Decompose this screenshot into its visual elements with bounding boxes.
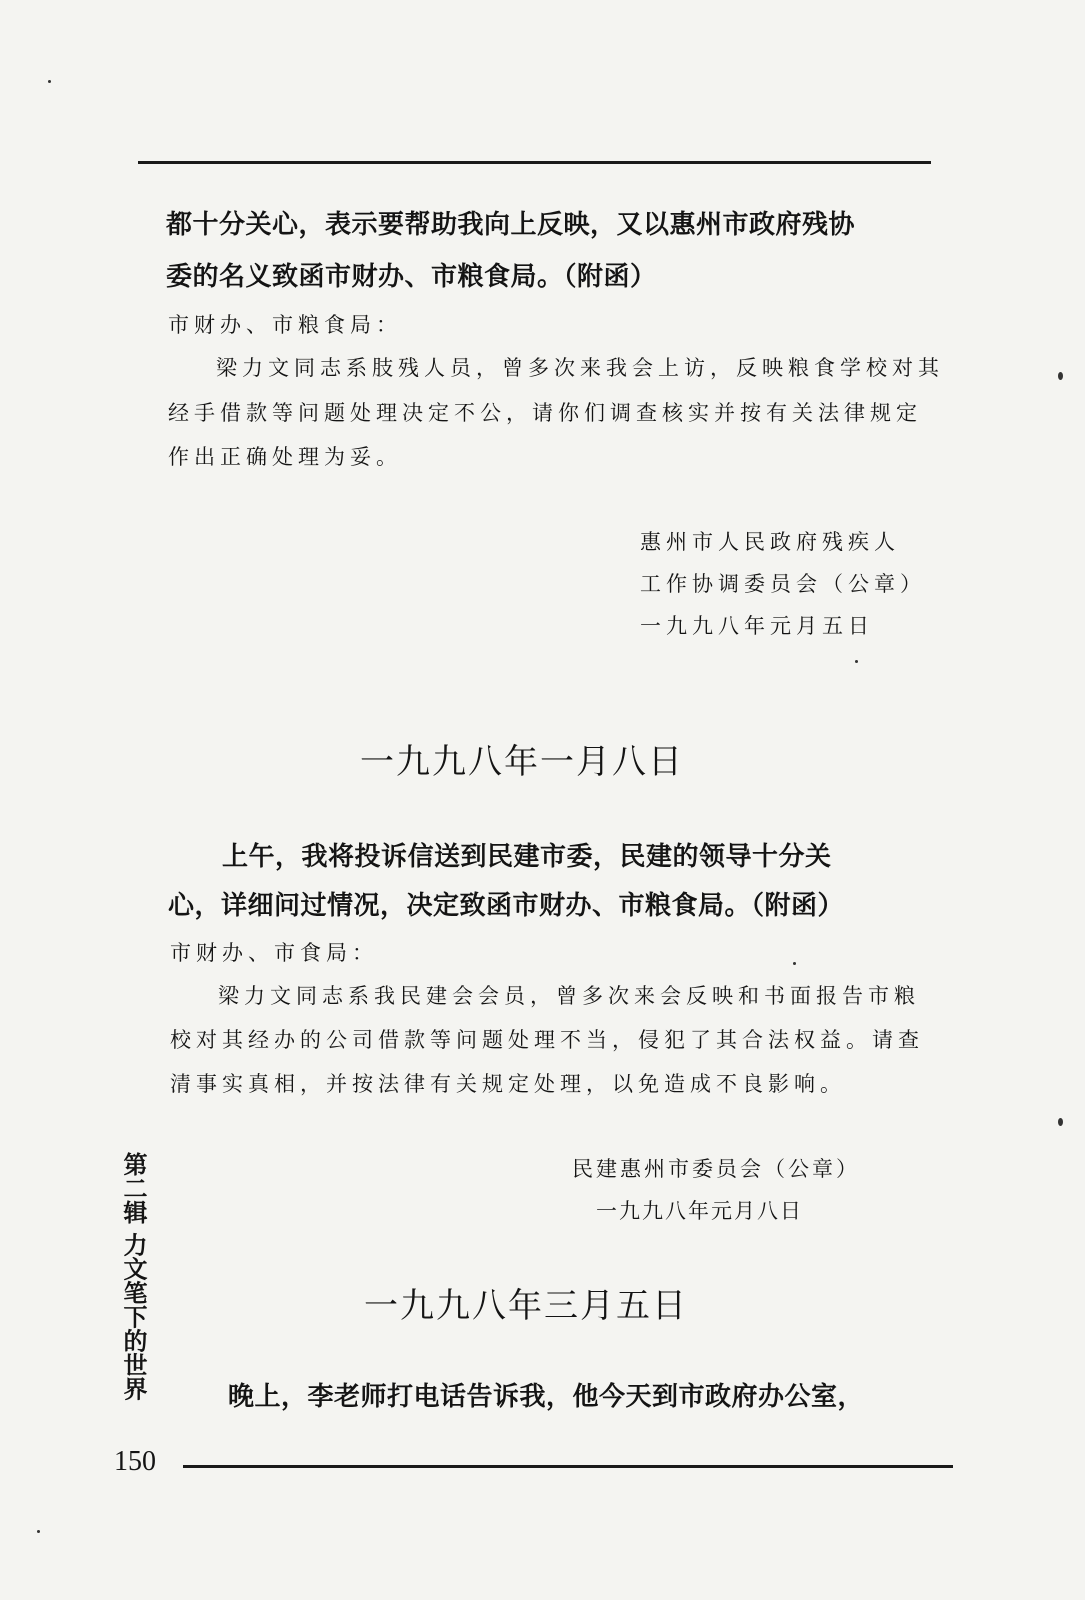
scan-speck [1058, 372, 1063, 380]
page-number: 150 [114, 1446, 156, 1477]
section-date-heading: 一九九八年一月八日 [360, 742, 684, 782]
paragraph-line: 委的名义致函市财办、市粮食局。（附函） [166, 262, 657, 292]
letter-body-line: 梁力文同志系肢残人员，曾多次来我会上访，反映粮食学校对其 [216, 356, 944, 380]
footer-rule [183, 1465, 953, 1468]
scan-speck [793, 962, 796, 965]
letter-date: 一九九八年元月八日 [596, 1199, 803, 1223]
letter-body-line: 梁力文同志系我民建会会员，曾多次来会反映和书面报告市粮 [218, 984, 920, 1008]
paragraph-line: 都十分关心，表示要帮助我向上反映，又以惠州市政府残协 [166, 210, 856, 240]
paragraph-line: 心，详细问过情况，决定致函市财办、市粮食局。（附函） [168, 891, 845, 921]
scan-speck [855, 660, 858, 663]
paragraph-line: 晚上，李老师打电话告诉我，他今天到市政府办公室， [228, 1382, 865, 1412]
letter-signature: 民建惠州市委员会（公章） [572, 1157, 860, 1181]
section-date-heading: 一九九八年三月五日 [364, 1286, 688, 1326]
letter-signature: 工作协调委员会（公章） [640, 572, 926, 596]
letter-salutation: 市财办、市粮食局： [168, 313, 402, 337]
letter-body-line: 经手借款等问题处理决定不公，请你们调查核实并按有关法律规定 [168, 401, 922, 425]
scan-speck [37, 1530, 40, 1533]
header-rule [138, 161, 931, 164]
scan-speck [1058, 1118, 1063, 1126]
running-title: 第二辑 力文笔下的世界 [119, 1152, 147, 1401]
letter-date: 一九九八年元月五日 [640, 614, 874, 638]
letter-body-line: 清事实真相，并按法律有关规定处理，以免造成不良影响。 [170, 1072, 846, 1096]
letter-body-line: 作出正确处理为妥。 [168, 445, 402, 469]
paragraph-line: 上午，我将投诉信送到民建市委，民建的领导十分关 [222, 842, 832, 872]
letter-salutation: 市财办、市食局： [170, 941, 378, 965]
letter-body-line: 校对其经办的公司借款等问题处理不当，侵犯了其合法权益。请查 [170, 1028, 924, 1052]
scan-speck [48, 80, 51, 83]
letter-signature: 惠州市人民政府残疾人 [640, 530, 900, 554]
